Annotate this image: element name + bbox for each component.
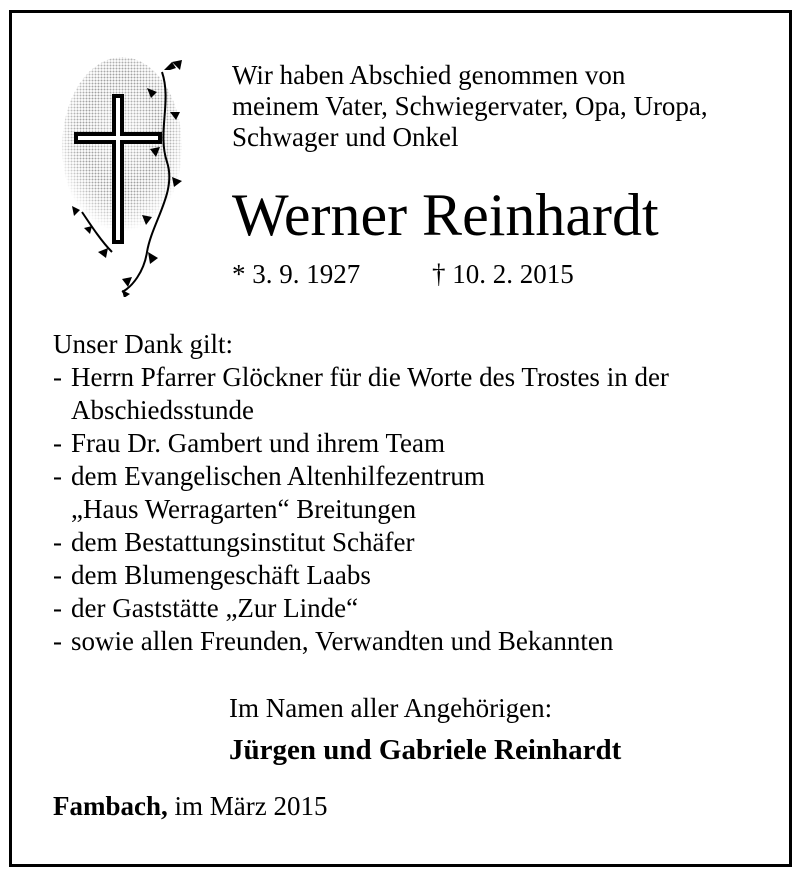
list-item xyxy=(53,427,773,460)
list-item xyxy=(53,625,773,658)
cross-with-ivy-icon xyxy=(52,52,202,297)
list-item-line: „Haus Werragarten“ Breitungen xyxy=(71,494,417,524)
life-dates xyxy=(232,258,777,290)
intro-line: Schwager und Onkel xyxy=(232,122,459,152)
on-behalf-text: Im Namen aller Angehörigen: xyxy=(229,693,553,723)
bullet-dash: - xyxy=(53,626,62,656)
intro-line: Wir haben Abschied genommen von xyxy=(232,60,626,90)
list-item xyxy=(53,592,773,625)
list-item xyxy=(53,559,773,592)
family-signature: Jürgen und Gabriele Reinhardt xyxy=(229,734,622,766)
list-item xyxy=(53,460,773,526)
list-item-line: dem Bestattungsinstitut Schäfer xyxy=(71,527,415,557)
list-item-line: dem Blumengeschäft Laabs xyxy=(71,560,371,590)
intro-line: meinem Vater, Schwiegervater, Opa, Uropa, xyxy=(232,91,708,121)
list-item xyxy=(53,526,773,559)
list-item-line: Frau Dr. Gambert und ihrem Team xyxy=(71,428,446,458)
intro-text xyxy=(232,60,777,153)
list-item-line: Herrn Pfarrer Glöckner für die Worte des Trostes in der xyxy=(71,362,669,392)
list-item-line: Abschiedsstunde xyxy=(71,395,254,425)
bullet-dash: - xyxy=(53,560,62,590)
place-name: Fambach, xyxy=(53,791,168,821)
list-item xyxy=(53,361,773,427)
bullet-dash: - xyxy=(53,428,62,458)
list-item-line: dem Evangelischen Altenhilfezentrum xyxy=(71,461,485,491)
list-item-line: sowie allen Freunden, Verwandten und Bekannten xyxy=(71,626,614,656)
bullet-dash: - xyxy=(53,527,62,557)
birth-date: * 3. 9. 1927 xyxy=(232,259,361,289)
list-item-line: der Gaststätte „Zur Linde“ xyxy=(71,593,359,623)
place-date xyxy=(53,790,327,822)
bullet-dash: - xyxy=(53,461,62,491)
thanks-list xyxy=(53,361,773,658)
thanks-heading: Unser Dank gilt: xyxy=(53,329,233,359)
bullet-dash: - xyxy=(53,362,62,392)
death-date: † 10. 2. 2015 xyxy=(432,259,574,289)
bullet-dash: - xyxy=(53,593,62,623)
thanks-section xyxy=(53,328,773,658)
deceased-name: Werner Reinhardt xyxy=(232,182,659,248)
notice-date: im März 2015 xyxy=(174,791,328,821)
